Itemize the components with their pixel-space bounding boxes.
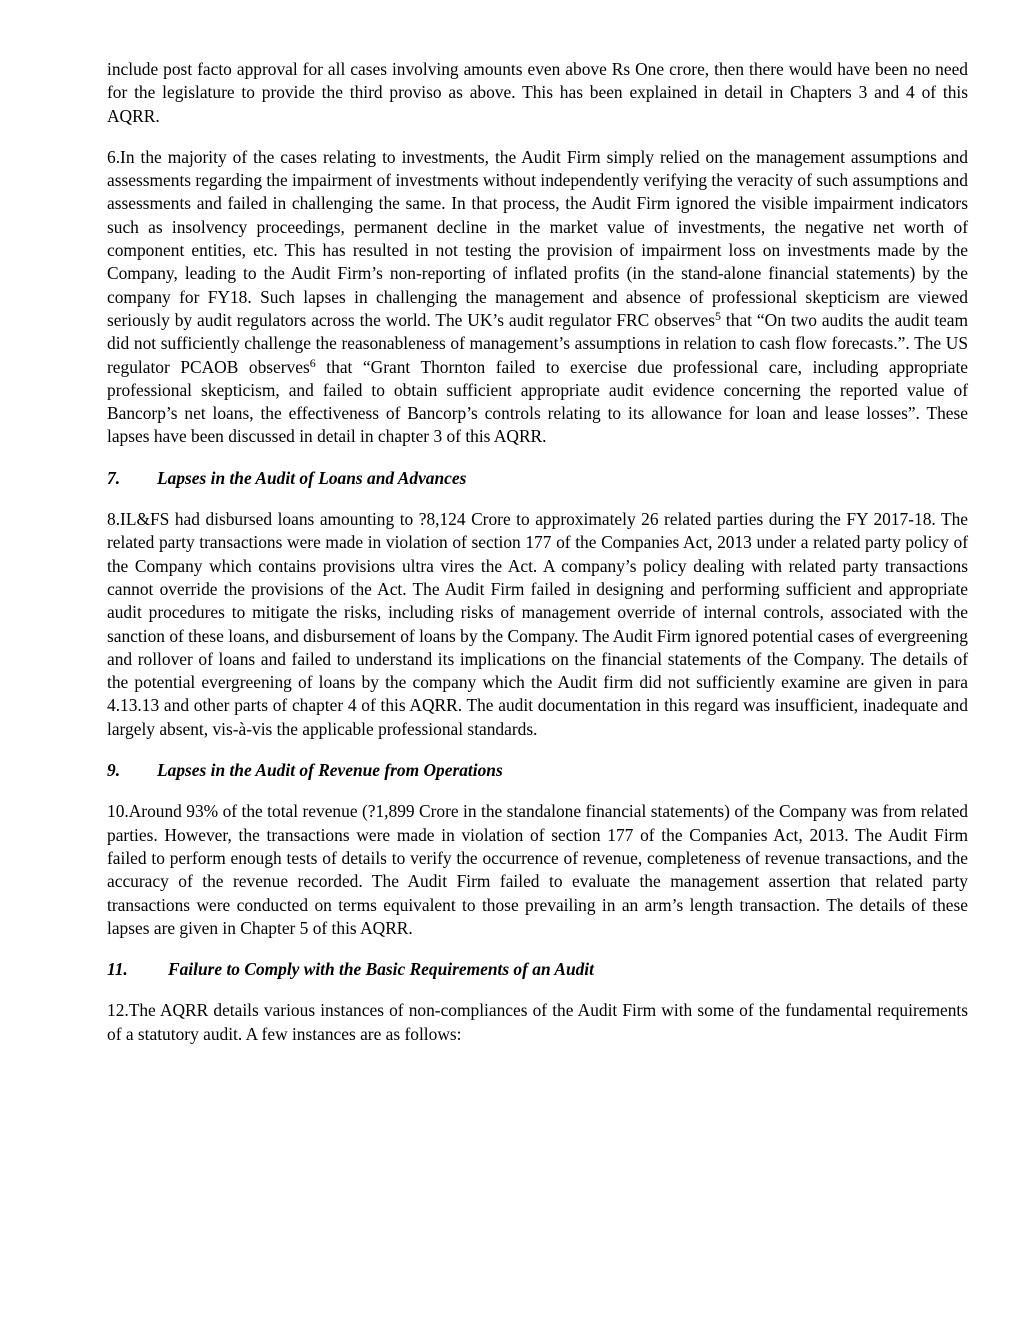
paragraph-12: 12.The AQRR details various instances of non-compliances of the Audit Firm with some of the fundamental requirements of a statutory audit. A few instances are as follows:	[107, 1000, 968, 1044]
heading-7	[107, 467, 968, 490]
paragraph-continuation: include post facto approval for all cases involving amounts even above Rs One crore, then there would have been no need for the legislature to provide the third proviso as above. This has been explained in detail in Chapters 3 and 4 of this AQRR.	[107, 59, 968, 126]
paragraph-6-text-c: that “Grant Thornton failed to exercise due professional care, including appropriate professional skepticism, and failed to obtain sufficient appropriate audit evidence concerning the reported value of Bancorp’s net loans, the effectiveness of Bancorp’s controls relating to its allowance for loan and lease losses”. These lapses have been discussed in detail in chapter 3 of this AQRR.	[107, 356, 969, 447]
paragraph-6	[107, 146, 968, 449]
document-page	[107, 58, 968, 1064]
footnote-ref-5[interactable]: 5	[714, 308, 721, 323]
heading-9-title: Lapses in the Audit of Revenue from Operations	[157, 760, 503, 781]
heading-11-number: 11.	[107, 959, 128, 980]
heading-7-number: 7.	[107, 467, 121, 488]
heading-9-number: 9.	[107, 760, 121, 781]
heading-9	[107, 759, 968, 782]
paragraph-6-text-a: 6.In the majority of the cases relating to investments, the Audit Firm simply relied on the management assumptions and assessments regarding the impairment of investments without independently verifying the veracity of such assumptions and assessments and failed in challenging the same. In that process, the Audit Firm ignored the visible impairment indicators such as insolvency proceedings, permanent decline in the market value of investments, the negative net worth of component entities, etc. This has resulted in not testing the provision of impairment loss on investments made by the Company, leading to the Audit Firm’s non-reporting of inflated profits (in the stand-alone financial statements) by the company for FY18. Such lapses in challenging the management and absence of professional skepticism are viewed seriously by audit regulators across the world. The UK’s audit regulator FRC observes	[107, 146, 968, 330]
heading-11	[107, 958, 968, 981]
paragraph-10: 10.Around 93% of the total revenue (?1,899 Crore in the standalone financial statements) of the Company was from related parties. However, the transactions were made in violation of section 177 of the Companies Act, 2013. The Audit Firm failed to perform enough tests of details to verify the occurrence of revenue, completeness of revenue transactions, and the accuracy of the revenue recorded. The Audit Firm failed to evaluate the management assertion that related party transactions were conducted on terms equivalent to those prevailing in an arm’s length transaction. The details of these lapses are given in Chapter 5 of this AQRR.	[107, 801, 968, 938]
footnote-ref-6[interactable]: 6	[309, 355, 316, 370]
paragraph-8: 8.IL&FS had disbursed loans amounting to ?8,124 Crore to approximately 26 related parties during the FY 2017-18. The related party transactions were made in violation of section 177 of the Companies Act, 2013 under a related party policy of the Company which contains provisions ultra vires the Act. A company’s policy dealing with related party transactions cannot override the provisions of the Act. The Audit Firm failed in designing and performing sufficient and appropriate audit procedures to mitigate the risks, including risks of management override of internal controls, associated with the sanction of these loans, and disbursement of loans by the Company. The Audit Firm ignored potential cases of evergreening and rollover of loans and failed to understand its implications on the financial statements of the Company. The details of the potential evergreening of loans by the company which the Audit firm did not sufficiently examine are given in para 4.13.13 and other parts of chapter 4 of this AQRR. The audit documentation in this regard was insufficient, inadequate and largely absent, vis-à-vis the applicable professional standards.	[107, 509, 968, 739]
heading-7-title: Lapses in the Audit of Loans and Advances	[157, 467, 467, 488]
paragraph-6-text-b: that “On two audits the audit team did not sufficiently challenge the reasonableness of management’s assumptions in relation to cash flow forecasts.”. The US regulator PCAOB observes	[107, 309, 968, 377]
heading-11-title: Failure to Comply with the Basic Requirements of an Audit	[168, 959, 594, 980]
